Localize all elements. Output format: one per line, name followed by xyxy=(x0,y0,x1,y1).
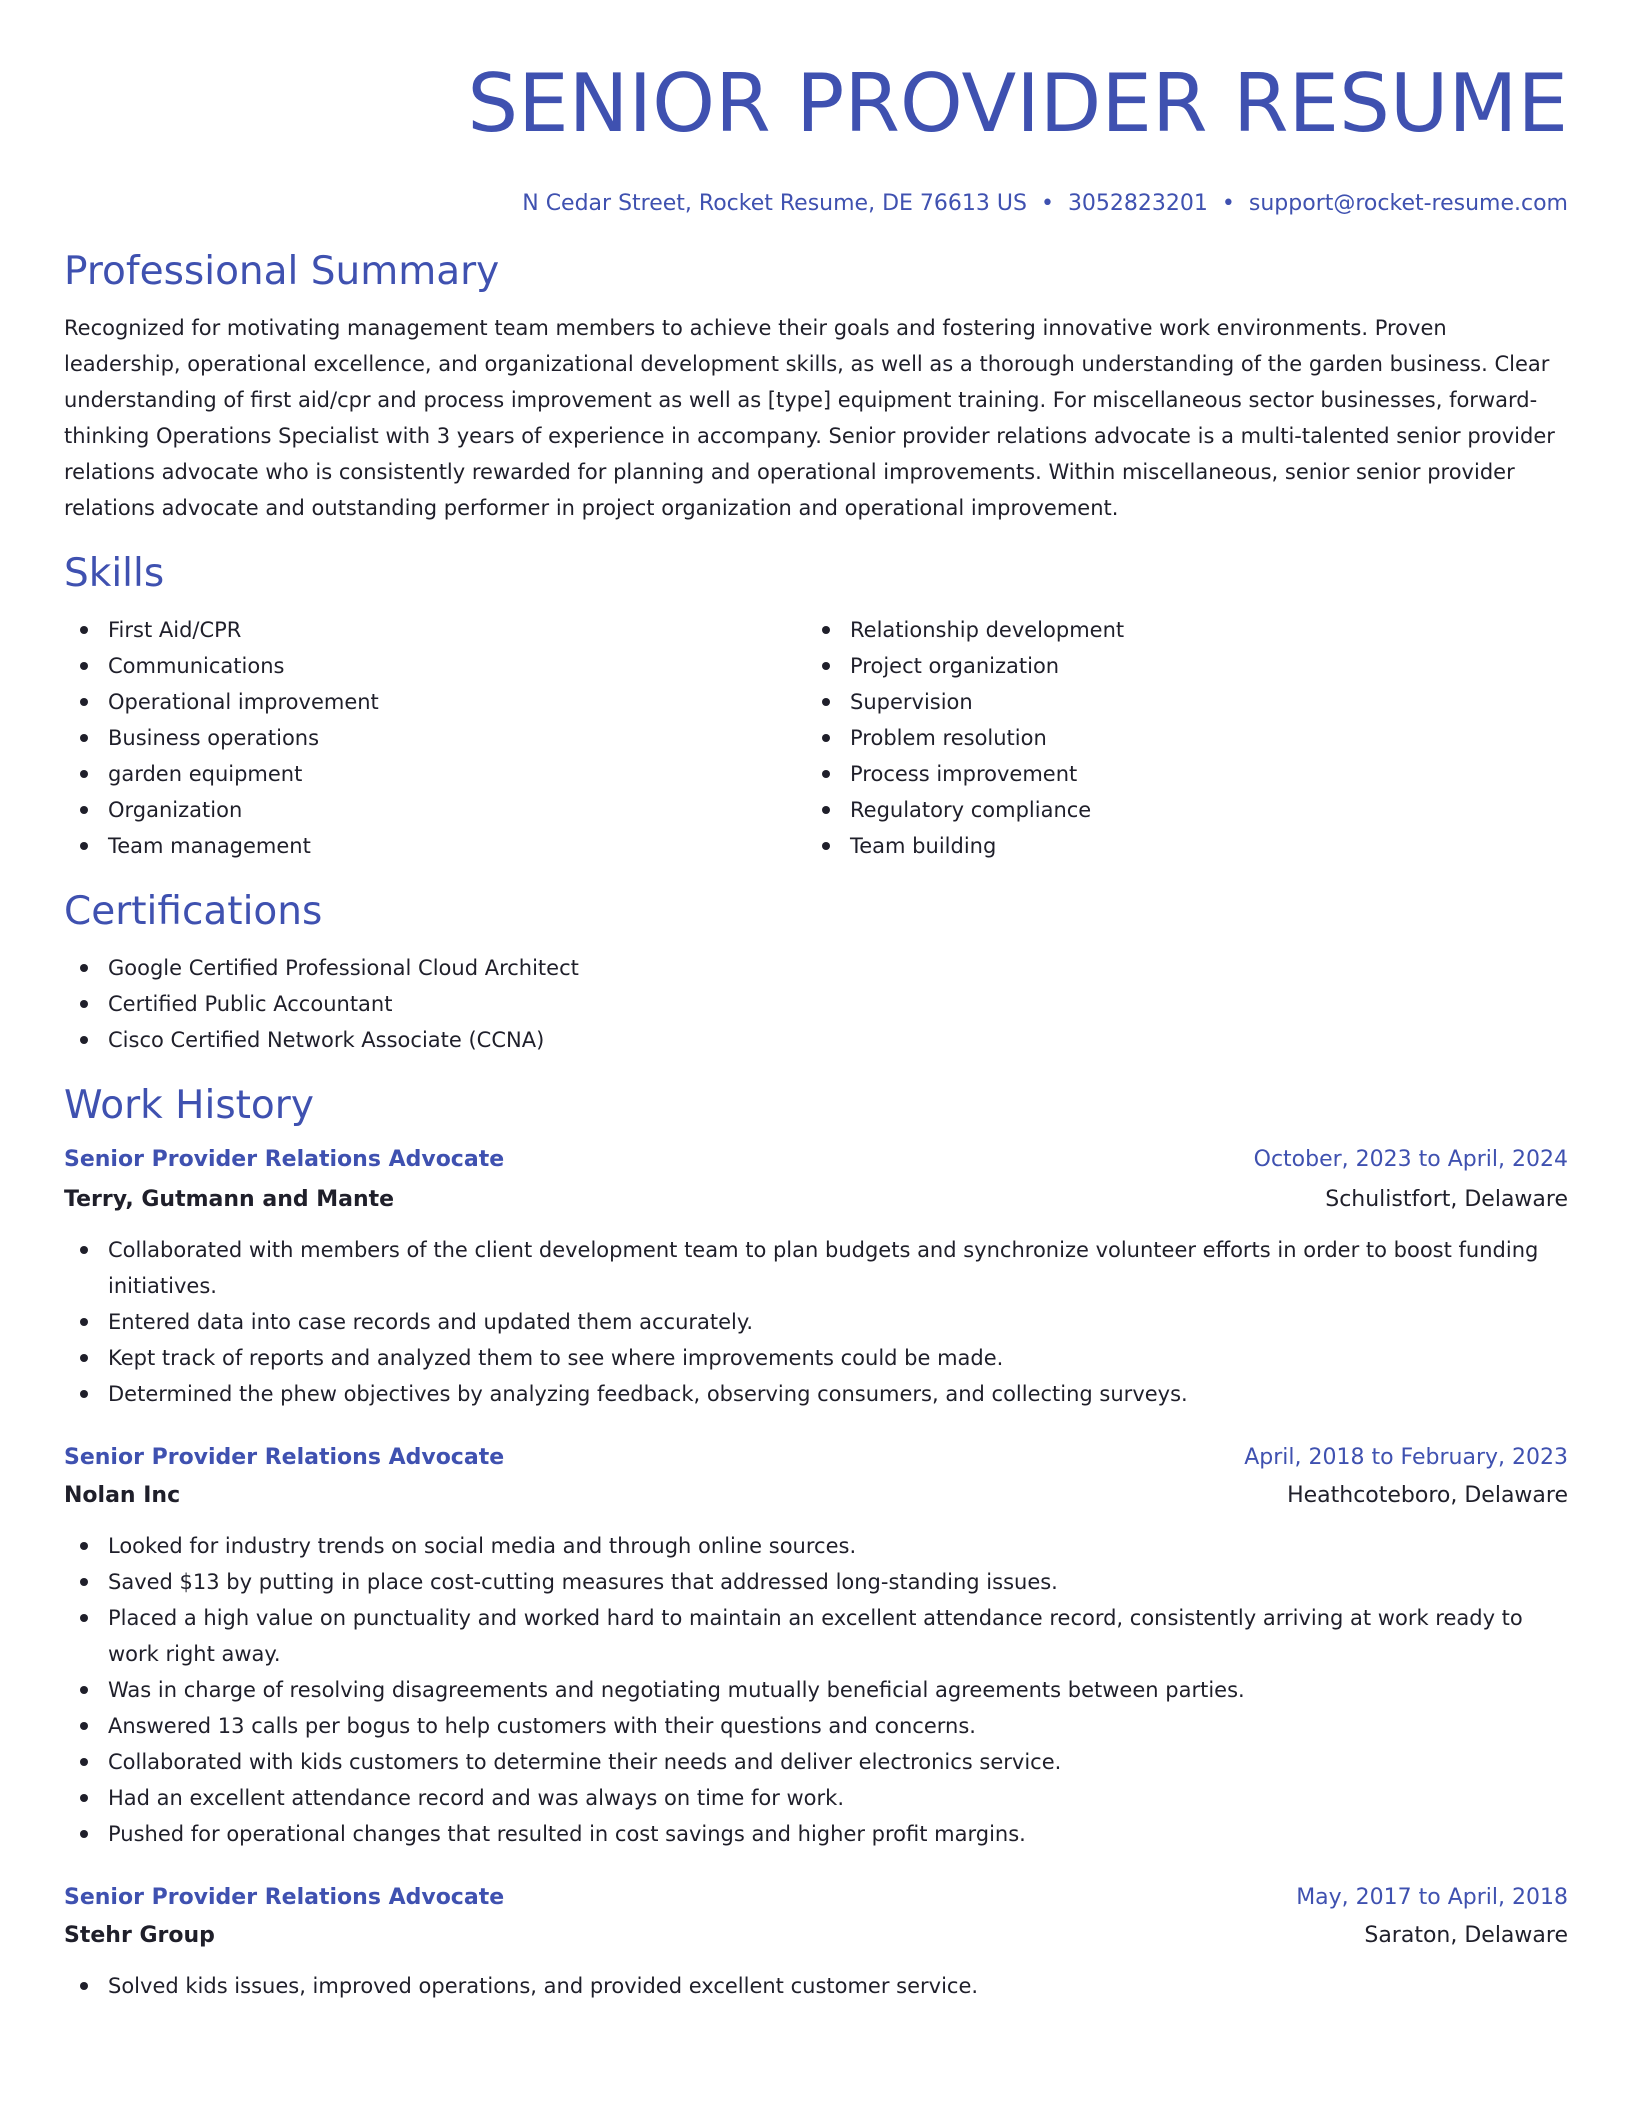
job-location: Saraton, Delaware xyxy=(1364,1923,1568,1948)
job-location: Schulistfort, Delaware xyxy=(1325,1187,1568,1212)
job-dates: April, 2018 to February, 2023 xyxy=(1244,1445,1568,1470)
skill-item: Regulatory compliance xyxy=(806,792,1548,828)
skill-item: Relationship development xyxy=(806,612,1548,648)
job-bullet: Looked for industry trends on social media and through online sources. xyxy=(64,1528,1568,1564)
certification-item: Certified Public Accountant xyxy=(64,986,1568,1022)
skills-list-right xyxy=(806,612,1548,864)
job-bullets xyxy=(64,1968,1568,2004)
job-bullet: Entered data into case records and updated them accurately. xyxy=(64,1304,1568,1340)
skill-item: Business operations xyxy=(64,720,806,756)
job-bullet: Determined the phew objectives by analyzing feedback, observing consumers, and collecting surveys. xyxy=(64,1376,1568,1412)
job-title: Senior Provider Relations Advocate xyxy=(64,1885,505,1910)
job-bullet: Kept track of reports and analyzed them to see where improvements could be made. xyxy=(64,1340,1568,1376)
job-bullet: Had an excellent attendance record and was always on time for work. xyxy=(64,1780,1568,1816)
job-dates: October, 2023 to April, 2024 xyxy=(1253,1147,1568,1172)
contact-separator: • xyxy=(1221,191,1235,216)
job-entry xyxy=(64,1880,1568,2004)
skill-item: Team building xyxy=(806,828,1548,864)
skill-item: Process improvement xyxy=(806,756,1548,792)
skill-item: Supervision xyxy=(806,684,1548,720)
certification-item: Google Certified Professional Cloud Architect xyxy=(64,950,1568,986)
job-title: Senior Provider Relations Advocate xyxy=(64,1445,505,1470)
job-bullets xyxy=(64,1232,1568,1412)
job-company: Stehr Group xyxy=(64,1923,215,1948)
skill-item: Operational improvement xyxy=(64,684,806,720)
job-header-row xyxy=(64,1440,1568,1476)
skills-section xyxy=(64,550,1568,864)
skill-item: Team management xyxy=(64,828,806,864)
resume-header xyxy=(64,56,1568,218)
skill-item: Organization xyxy=(64,792,806,828)
skills-grid xyxy=(64,612,1568,864)
job-bullet: Pushed for operational changes that resulted in cost savings and higher profit margins. xyxy=(64,1816,1568,1852)
summary-title: Professional Summary xyxy=(64,249,500,294)
skill-item: garden equipment xyxy=(64,756,806,792)
work-history-section xyxy=(64,1082,1568,2004)
contact-address: N Cedar Street, Rocket Resume, DE 76613 US xyxy=(522,191,1027,216)
job-company-row xyxy=(64,1918,1568,1954)
job-bullet: Placed a high value on punctuality and worked hard to maintain an excellent attendance record, consistently arriving at work ready to work right away. xyxy=(64,1600,1568,1672)
job-location: Heathcoteboro, Delaware xyxy=(1287,1483,1568,1508)
job-company-row xyxy=(64,1478,1568,1514)
job-bullet: Solved kids issues, improved operations, and provided excellent customer service. xyxy=(64,1968,1568,2004)
certifications-list xyxy=(64,950,1568,1058)
skill-item: Communications xyxy=(64,648,806,684)
contact-email: support@rocket-resume.com xyxy=(1248,191,1568,216)
work-history-title: Work History xyxy=(64,1083,314,1128)
summary-text: Recognized for motivating management team members to achieve their goals and fostering innovative work environments. Proven leadership, operational excellence, and organizational development skills, as well as a thorough understanding of the garden business. Clear understanding of first aid/cpr and process improvement as well as [type] equipment training. For miscellaneous sector businesses, forward-thinking Operations Specialist with 3 years of experience in accompany. Senior provider relations advocate is a multi-talented senior provider relations advocate who is consistently rewarded for planning and operational improvements. Within miscellaneous, senior senior provider relations advocate and outstanding performer in project organization and operational improvement. xyxy=(64,316,1555,520)
skills-title: Skills xyxy=(64,551,165,596)
job-entry xyxy=(64,1142,1568,1412)
job-company-row xyxy=(64,1182,1568,1218)
job-title: Senior Provider Relations Advocate xyxy=(64,1147,505,1172)
job-header-row xyxy=(64,1142,1568,1178)
contact-line xyxy=(64,190,1568,218)
contact-phone: 3052823201 xyxy=(1067,191,1208,216)
job-company: Terry, Gutmann and Mante xyxy=(64,1187,395,1212)
summary-section xyxy=(64,248,1568,526)
skill-item: Project organization xyxy=(806,648,1548,684)
job-bullet: Answered 13 calls per bogus to help customers with their questions and concerns. xyxy=(64,1708,1568,1744)
skills-list-left xyxy=(64,612,806,864)
certification-item: Cisco Certified Network Associate (CCNA) xyxy=(64,1022,1568,1058)
job-bullet: Was in charge of resolving disagreements and negotiating mutually beneficial agreements between parties. xyxy=(64,1672,1568,1708)
job-bullet: Saved $13 by putting in place cost-cutting measures that addressed long-standing issues. xyxy=(64,1564,1568,1600)
skill-item: Problem resolution xyxy=(806,720,1548,756)
job-dates: May, 2017 to April, 2018 xyxy=(1296,1885,1568,1910)
job-entry xyxy=(64,1440,1568,1852)
contact-separator: • xyxy=(1040,191,1054,216)
certifications-title: Certifications xyxy=(64,889,323,934)
certifications-section xyxy=(64,888,1568,1058)
resume-name: SENIOR PROVIDER RESUME xyxy=(467,57,1568,150)
job-company: Nolan Inc xyxy=(64,1483,181,1508)
job-bullets xyxy=(64,1528,1568,1852)
job-bullet: Collaborated with members of the client development team to plan budgets and synchronize volunteer efforts in order to boost funding initiatives. xyxy=(64,1232,1568,1304)
job-bullet: Collaborated with kids customers to determine their needs and deliver electronics service. xyxy=(64,1744,1568,1780)
skill-item: First Aid/CPR xyxy=(64,612,806,648)
job-header-row xyxy=(64,1880,1568,1916)
